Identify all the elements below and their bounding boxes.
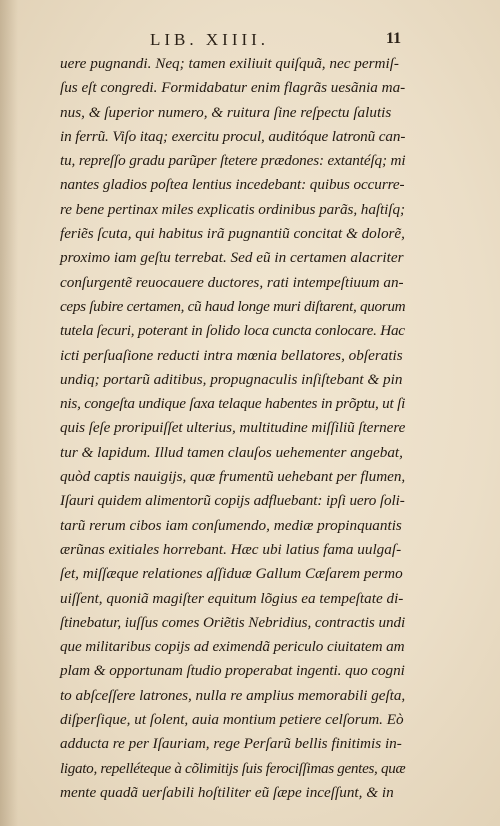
gutter-shadow [0, 0, 18, 826]
text-block [60, 52, 405, 805]
text-line: feriẽs ſcuta, qui habitus irã pugnantiũ concitat & dolorẽ, [60, 225, 405, 243]
text-line: nus, & ſuperior numero, & ruitura ſine reſpectu ſalutis [60, 103, 392, 121]
text-line: proximo iam geſtu terrebat. Sed eũ in certamen alacriter [60, 249, 404, 267]
text-line: adducta re per Iſauriam, rege Perſarũ bellis finitimis in- [60, 735, 402, 753]
text-line: ligato, repelléteque à cõlimitijs ſuis ferociſſimas gentes, quæ [60, 759, 406, 777]
text-line: quòd captis nauigijs, quæ frumentũ uehebant per flumen, [60, 468, 406, 486]
text-line: ſtinebatur, iuſſus comes Oriẽtis Nebridius, contractis undi [60, 613, 406, 631]
text-line: uiſſent, quoniã magiſter equitum lõgius ea tempeſtate di- [60, 589, 404, 607]
text-line: tu, repreſſo gradu parũper ſtetere prædones: extantéſq; mi [60, 152, 406, 170]
text-line: ceps ſubire certamen, cũ haud longe muri diſtarent, quorum [60, 297, 406, 315]
text-line: tutela ſecuri, poterant in ſolido loca cuncta conlocare. Hac [60, 322, 405, 340]
text-line: re bene pertinax miles explicatis ordinibus parãs, haſtiſq; [60, 200, 405, 218]
text-line: tarũ rerum cibos iam conſumendo, mediæ propinquantis [60, 516, 402, 534]
text-line: in ferrũ. Viſo itaq; exercitu procul, auditóque latronũ can- [60, 127, 406, 145]
text-line: undiq; portarũ aditibus, propugnaculis inſiſtebant & pin [60, 370, 403, 388]
running-head [0, 30, 500, 54]
page-number: 11 [386, 30, 402, 47]
text-line: nantes gladios poſtea lentius incedebant: quibus occurre- [60, 176, 405, 194]
text-line: ærũnas exitiales horrebant. Hæc ubi latius fama uulgaſ- [60, 540, 402, 558]
text-line: nis, congeſta undique ſaxa telaque habentes in prõptu, ut ſi [60, 395, 406, 413]
text-line: conſurgentẽ reuocauere ductores, rati intempeſtiuum an- [60, 273, 404, 291]
text-line: ſet, miſſæque relationes aſſiduæ Gallum Cæſarem permo [60, 565, 403, 583]
text-line: to abſceſſere latrones, nulla re amplius memorabili geſta, [60, 686, 406, 704]
text-line: tur & lapidum. Illud tamen clauſos uehementer angebat, [60, 443, 403, 461]
running-title: LIB. XIIII. [150, 30, 270, 49]
text-line: uere pugnandi. Neq; tamen exiliuit quiſquã, nec permiſ- [60, 55, 399, 72]
text-line: quis ſeſe proripuiſſet ulterius, multitudine miſſiliũ ſternere [60, 419, 406, 437]
text-line: mente quadã uerſabili hoſtiliter eũ ſæpe inceſſunt, & in [60, 783, 394, 801]
text-line: diſperſique, ut ſolent, auia montium petiere celſorum. Eò [60, 711, 404, 729]
text-line: plam & opportunam ſtudio properabat ingenti. quo cogni [60, 662, 405, 680]
text-line: Iſauri quidem alimentorũ copijs adfluebant: ipſi uero ſoli- [60, 492, 405, 510]
text-line: icti perſuaſione reducti intra mœnia bellatores, obſeratis [60, 346, 403, 364]
text-line: que militaribus copijs ad eximendã periculo ciuitatem am [60, 638, 405, 656]
text-line: ſus eſt congredi. Formidabatur enim flagrãs uesãnia ma- [60, 79, 406, 97]
